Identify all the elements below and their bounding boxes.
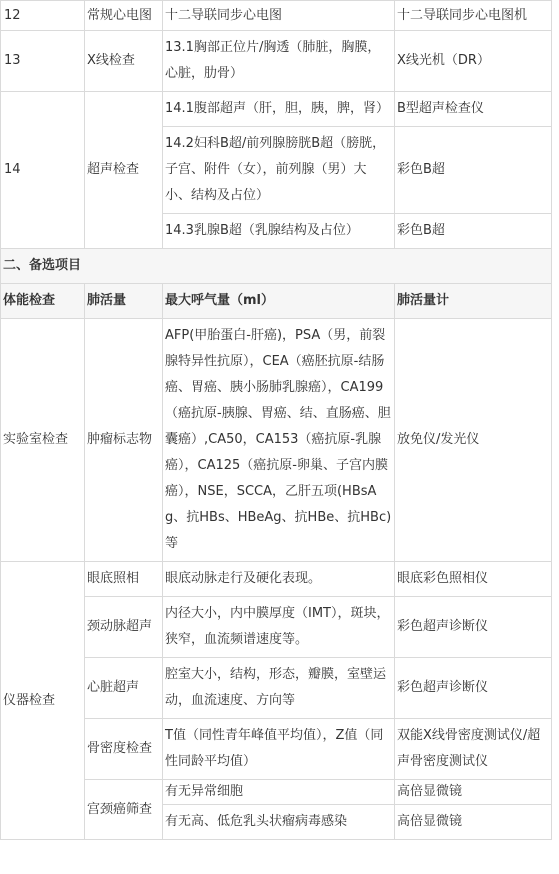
row-content: 腔室大小，结构，形态，瓣膜，室壁运动，血流速度、方向等	[163, 658, 395, 719]
header-cell: 体能检查	[1, 284, 85, 319]
header-cell: 肺活量	[85, 284, 163, 319]
row-device: 十二导联同步心电图机	[395, 1, 552, 31]
table-row	[1, 319, 552, 562]
table-row	[1, 92, 552, 127]
row-category: 实验室检查	[1, 319, 85, 562]
header-cell: 肺活量计	[395, 284, 552, 319]
row-content: 14.3乳腺B超（乳腺结构及占位）	[163, 214, 395, 249]
row-content: 十二导联同步心电图	[163, 1, 395, 31]
row-number: 13	[1, 31, 85, 92]
row-item: 常规心电图	[85, 1, 163, 31]
row-item: 眼底照相	[85, 562, 163, 597]
row-content: 13.1胸部正位片/胸透（肺脏，胸膜，心脏，肋骨）	[163, 31, 395, 92]
row-content: 内径大小，内中膜厚度（IMT），斑块，狭窄，血流频谱速度等。	[163, 597, 395, 658]
row-item: 肿瘤标志物	[85, 319, 163, 562]
row-device: B型超声检查仪	[395, 92, 552, 127]
row-item: 宫颈癌筛查	[85, 780, 163, 840]
row-item: 心脏超声	[85, 658, 163, 719]
row-category: 仪器检查	[1, 562, 85, 840]
row-content: 14.2妇科B超/前列腺膀胱B超（膀胱，子宫、附件（女），前列腺（男）大小、结构及占位）	[163, 127, 395, 214]
row-device: 彩色超声诊断仪	[395, 658, 552, 719]
header-row	[1, 284, 552, 319]
row-content: 有无高、低危乳头状瘤病毒感染	[163, 805, 395, 840]
row-device: 高倍显微镜	[395, 780, 552, 805]
section-title: 二、备选项目	[1, 249, 552, 284]
header-cell: 最大呼气量（ml）	[163, 284, 395, 319]
row-device: 眼底彩色照相仪	[395, 562, 552, 597]
row-device: 双能X线骨密度测试仪/超声骨密度测试仪	[395, 719, 552, 780]
row-device: 放免仪/发光仪	[395, 319, 552, 562]
row-device: 彩色超声诊断仪	[395, 597, 552, 658]
row-content: T值（同性青年峰值平均值），Z值（同性同龄平均值）	[163, 719, 395, 780]
row-content: 眼底动脉走行及硬化表现。	[163, 562, 395, 597]
row-device: 彩色B超	[395, 127, 552, 214]
row-number: 14	[1, 92, 85, 249]
row-item: 骨密度检查	[85, 719, 163, 780]
row-content: 有无异常细胞	[163, 780, 395, 805]
row-device: X线光机（DR）	[395, 31, 552, 92]
table-row	[1, 31, 552, 92]
row-content: AFP(甲胎蛋白-肝癌)，PSA（男，前裂腺特异性抗原），CEA（癌胚抗原-结肠癌、胃癌、胰小肠肺乳腺癌），CA199（癌抗原-胰腺、胃癌、结、直肠癌、胆囊癌）,CA50，CA153（癌抗原-乳腺癌），CA125（癌抗原-卵巢、子宫内膜癌），NSE，SCCA，乙肝五项(HBsAg、抗HBs、HBeAg、抗HBe、抗HBc)等	[163, 319, 395, 562]
row-device: 彩色B超	[395, 214, 552, 249]
table-row	[1, 562, 552, 597]
section-row	[1, 249, 552, 284]
table-row	[1, 1, 552, 31]
row-item: 超声检查	[85, 92, 163, 249]
row-content: 14.1腹部超声（肝，胆，胰，脾，肾）	[163, 92, 395, 127]
row-number: 12	[1, 1, 85, 31]
row-device: 高倍显微镜	[395, 805, 552, 840]
row-item: 颈动脉超声	[85, 597, 163, 658]
row-item: X线检查	[85, 31, 163, 92]
